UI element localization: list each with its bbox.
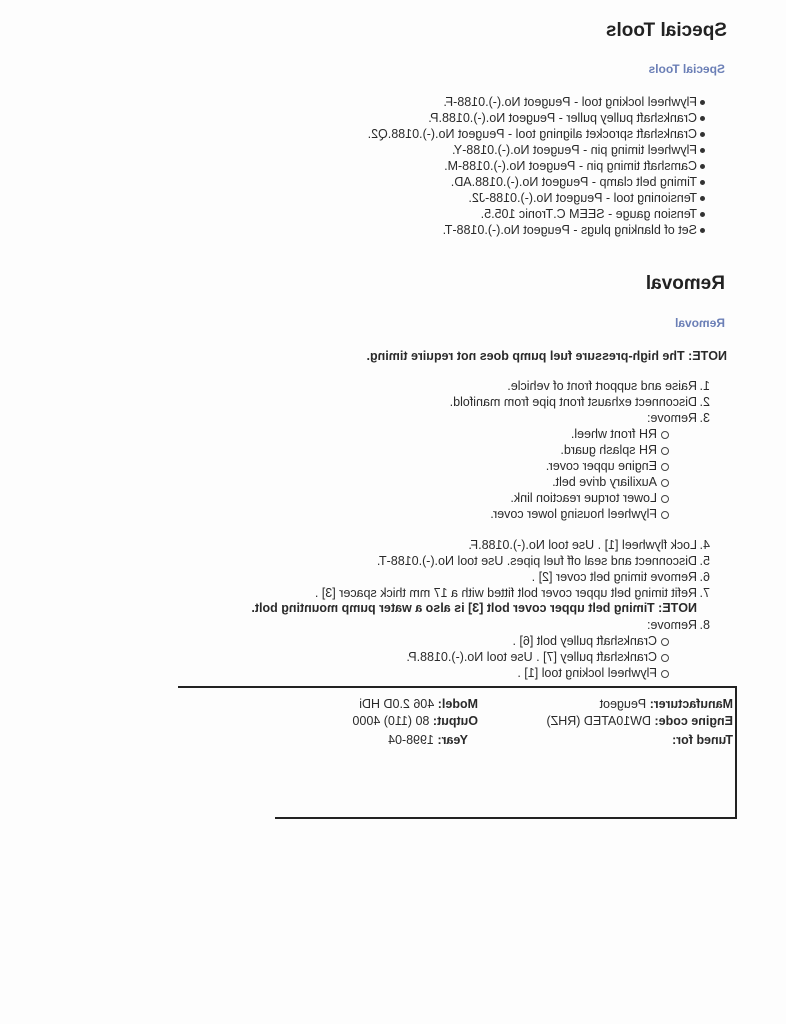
output-label: Output: <box>432 714 478 728</box>
step-text: Raise and support front of vehicle. <box>507 379 697 393</box>
box-top-border <box>178 686 737 688</box>
pump-note: NOTE: The high-pressure fuel pump does not require timing. <box>366 349 727 363</box>
manufacturer-label: Manufacturer: <box>649 697 733 711</box>
model-label: Model: <box>437 697 478 711</box>
circle-bullet-icon <box>661 431 669 439</box>
circle-bullet-icon <box>661 447 669 455</box>
tool-item: Tensioning tool - Peugeot No.(-).0188-J2. <box>468 191 697 205</box>
remove-item: Flywheel locking tool [1] . <box>517 666 657 680</box>
water-pump-note: NOTE: Timing belt upper cover bolt [3] is also a water pump mounting bolt. <box>251 601 697 615</box>
engine-code-label: Engine code: <box>654 714 733 728</box>
step-number: 8. <box>699 618 710 632</box>
box-bottom-border <box>275 817 737 819</box>
output-value: 80 (110) 4000 <box>352 714 430 728</box>
circle-bullet-icon <box>661 463 669 471</box>
step-text: Disconnect exhaust front pipe from manifold. <box>449 395 697 409</box>
removal-heading: Removal <box>645 273 725 294</box>
manufacturer-field <box>600 696 733 712</box>
bullet-icon <box>700 212 705 217</box>
tuned-for-label: Tuned for: <box>672 733 733 747</box>
remove-item: RH front wheel. <box>570 427 657 441</box>
circle-bullet-icon <box>661 495 669 503</box>
engine-code-value: DW10ATED (RHZ) <box>546 714 652 728</box>
bullet-icon <box>700 132 705 137</box>
step-text: Remove timing belt cover [2] . <box>531 570 697 584</box>
tool-item: Camshaft timing pin - Peugeot No.(-).0188-M. <box>444 159 697 173</box>
remove-item: Crankshaft pulley bolt [6] . <box>512 634 657 648</box>
tool-item: Timing belt clamp - Peugeot No.(-).0188.AD. <box>450 175 697 189</box>
bullet-icon <box>700 148 705 153</box>
circle-bullet-icon <box>661 638 669 646</box>
bullet-icon <box>700 116 705 121</box>
step-number: 7. <box>699 586 710 600</box>
tool-item: Crankshaft pulley puller - Peugeot No.(-).0188.P. <box>428 111 697 125</box>
step-text: Remove: <box>646 618 697 632</box>
tool-item: Crankshaft sprocket aligning tool - Peugeot No.(-).0188.Q2. <box>367 127 697 141</box>
tool-item: Flywheel timing pin - Peugeot No.(-).0188-Y. <box>451 143 697 157</box>
remove-item: Auxiliary drive belt. <box>552 475 657 489</box>
step-text: Remove: <box>646 411 697 425</box>
step-number: 2. <box>699 395 710 409</box>
step-text: Refit timing belt upper cover bolt fitted with a 17 mm thick spacer [3] . <box>314 586 697 600</box>
step-number: 3. <box>699 411 710 425</box>
step-number: 1. <box>699 379 710 393</box>
manufacturer-value: Peugeot <box>599 697 647 711</box>
circle-bullet-icon <box>661 479 669 487</box>
remove-item: RH splash guard. <box>560 443 657 457</box>
bullet-icon <box>700 164 705 169</box>
circle-bullet-icon <box>661 670 669 678</box>
year-value: 1998-04 <box>388 733 434 747</box>
box-left-border <box>735 686 737 819</box>
remove-item: Lower torque reaction link. <box>510 491 657 505</box>
year-label: Year: <box>437 733 468 747</box>
special-tools-subheading: Special Tools <box>648 62 725 76</box>
bullet-icon <box>700 180 705 185</box>
remove-item: Crankshaft pulley [7] . Use tool No.(-).0188.P. <box>406 650 657 664</box>
circle-bullet-icon <box>661 511 669 519</box>
tool-item: Flywheel locking tool - Peugeot No.(-).0188-F. <box>443 95 697 109</box>
year-field <box>388 732 468 748</box>
removal-subheading: Removal <box>674 316 725 330</box>
model-field <box>359 696 478 712</box>
bullet-icon <box>700 196 705 201</box>
tool-item: Tension gauge - SEEM C.Tronic 105.5. <box>480 207 697 221</box>
step-number: 4. <box>699 538 710 552</box>
bullet-icon <box>700 100 705 105</box>
output-field <box>352 713 478 729</box>
step-text: Lock flywheel [1] . Use tool No.(-).0188.F. <box>468 538 697 552</box>
remove-item: Engine upper cover. <box>545 459 657 473</box>
step-text: Disconnect and seal off fuel pipes. Use tool No.(-).0188-T. <box>376 554 697 568</box>
tool-item: Set of blanking plugs - Peugeot No.(-).0188-T. <box>442 223 697 237</box>
remove-item: Flywheel housing lower cover. <box>490 507 657 521</box>
model-value: 406 2.0D HDi <box>359 697 435 711</box>
circle-bullet-icon <box>661 654 669 662</box>
bullet-icon <box>700 228 705 233</box>
step-number: 6. <box>699 570 710 584</box>
engine-code-field <box>546 713 733 729</box>
step-number: 5. <box>699 554 710 568</box>
special-tools-heading: Special Tools <box>605 20 727 41</box>
